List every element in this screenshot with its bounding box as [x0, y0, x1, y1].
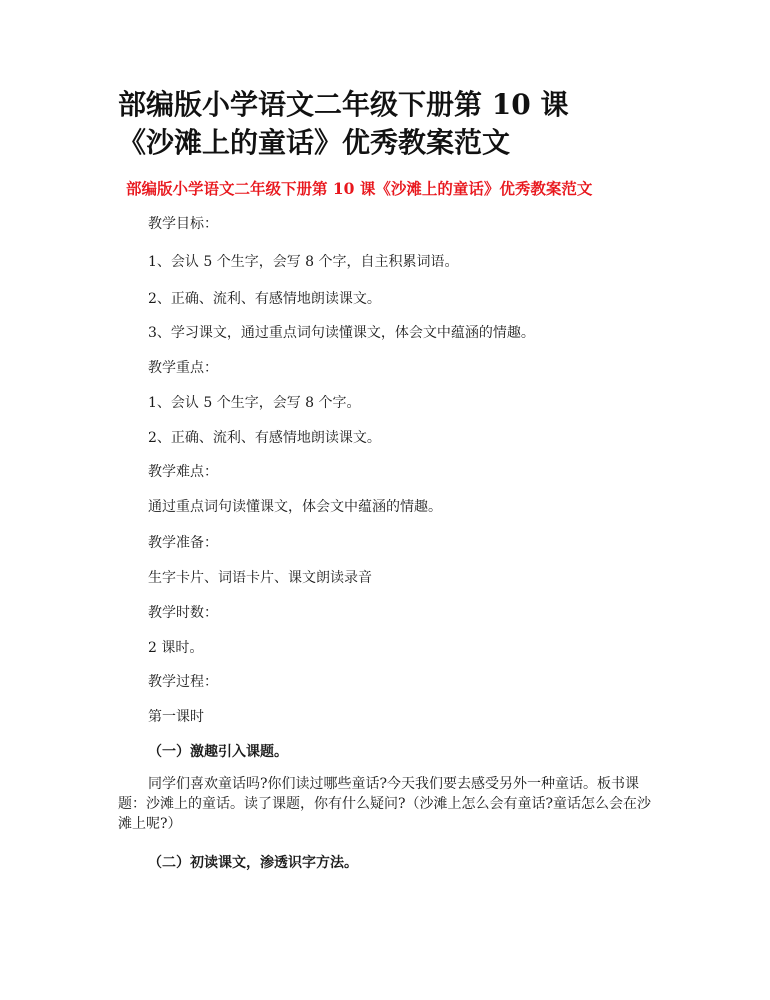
line-process-heading: 教学过程： — [148, 674, 218, 690]
line-hours: 2 课时。 — [148, 640, 204, 656]
line-preparation: 生字卡片、词语卡片、课文朗读录音 — [148, 570, 372, 586]
line-difficulty: 通过重点词句读懂课文，体会文中蕴涵的情趣。 — [148, 499, 442, 515]
title-line-2: 《沙滩上的童话》优秀教案范文 — [118, 126, 511, 159]
line-first-lesson: 第一课时 — [148, 709, 204, 725]
line-keypoint-2: 2、正确、流利、有感情地朗读课文。 — [148, 430, 381, 446]
line-objective-1: 1、会认 5 个生字，会写 8 个字，自主积累词语。 — [148, 254, 459, 270]
line-keypoint-1: 1、会认 5 个生字，会写 8 个字。 — [148, 395, 361, 411]
title-line-1: 部编版小学语文二年级下册第 10 课 — [118, 88, 569, 121]
line-preparation-heading: 教学准备： — [148, 535, 218, 551]
paragraph-intro: 同学们喜欢童话吗?你们读过哪些童话?今天我们要去感受另外一种童话。板书课题：沙滩上的童话。读了课题，你有什么疑问?（沙滩上怎么会有童话?童话怎么会在沙滩上呢?） — [118, 776, 652, 832]
section-heading-1: （一）激趣引入课题。 — [148, 744, 288, 760]
line-difficulty-heading: 教学难点： — [148, 464, 218, 480]
line-hours-heading: 教学时数： — [148, 605, 218, 621]
document-subtitle: 部编版小学语文二年级下册第 10 课《沙滩上的童话》优秀教案范文 — [126, 179, 593, 198]
document-title — [118, 86, 718, 162]
line-keypoints-heading: 教学重点： — [148, 360, 218, 376]
section-heading-2: （二）初读课文，渗透识字方法。 — [148, 855, 358, 871]
line-objectives-heading: 教学目标： — [148, 216, 218, 232]
line-objective-3: 3、学习课文，通过重点词句读懂课文，体会文中蕴涵的情趣。 — [148, 325, 535, 341]
line-objective-2: 2、正确、流利、有感情地朗读课文。 — [148, 291, 381, 307]
